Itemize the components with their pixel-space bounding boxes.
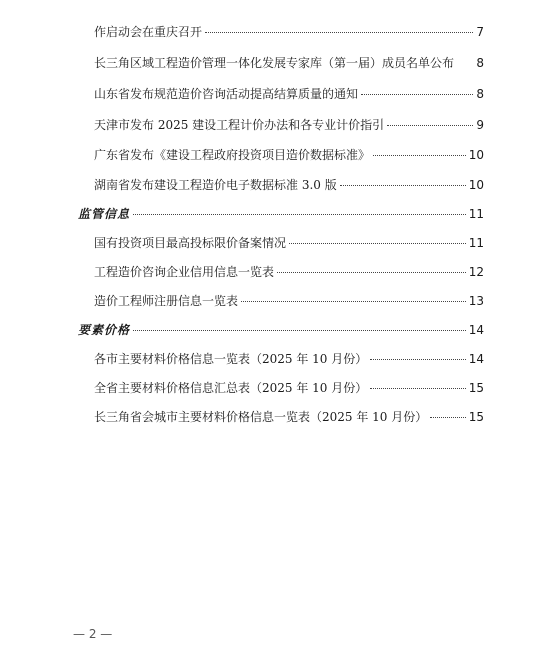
toc-entry-title: 天津市发布 2025 建设工程计价办法和各专业计价指引 (94, 118, 385, 132)
toc-entry[interactable] (94, 380, 484, 396)
toc-entry-page: 14 (468, 352, 484, 366)
toc-entry-page: 10 (468, 178, 484, 192)
toc-entry-page: 10 (468, 148, 484, 162)
toc-entry[interactable] (94, 147, 484, 163)
toc-entry[interactable] (94, 24, 484, 40)
toc-entry-title: 山东省发布规范造价咨询活动提高结算质量的通知 (94, 87, 359, 101)
toc-leader-dots (133, 214, 466, 215)
toc-leader-dots (241, 301, 466, 302)
toc-leader-dots (370, 388, 465, 389)
toc-leader-dots (340, 185, 466, 186)
page-number-footer: — 2 — (73, 627, 113, 641)
toc-entry-title: 湖南省发布建设工程造价电子数据标准 3.0 版 (94, 178, 337, 192)
toc-leader-dots (370, 359, 465, 360)
toc-entry-page: 13 (468, 294, 484, 308)
toc-leader-dots (361, 94, 473, 95)
toc-section[interactable] (78, 322, 484, 338)
toc-leader-dots (289, 243, 466, 244)
toc-entry-title: 国有投资项目最高投标限价备案情况 (94, 236, 287, 250)
toc-entry-page: 8 (476, 87, 484, 101)
toc-leader-dots (133, 330, 466, 331)
toc-entry[interactable] (94, 293, 484, 309)
toc-entry[interactable] (94, 409, 484, 425)
toc-entry-title: 长三角省会城市主要材料价格信息一览表（2025 年 10 月份） (94, 410, 428, 424)
toc-entry[interactable] (94, 177, 484, 193)
toc-entry-title: 广东省发布《建设工程政府投资项目造价数据标准》 (94, 148, 371, 162)
toc-entry[interactable] (94, 264, 484, 280)
toc-entry-page: 9 (476, 118, 484, 132)
toc-entry-page: 15 (468, 381, 484, 395)
toc-leader-dots (205, 32, 473, 33)
toc-entry-title: 造价工程师注册信息一览表 (94, 294, 239, 308)
toc-entry[interactable] (94, 351, 484, 367)
toc-leader-dots (387, 125, 473, 126)
toc-entry-title: 全省主要材料价格信息汇总表（2025 年 10 月份） (94, 381, 368, 395)
toc-leader-dots (277, 272, 466, 273)
toc-entry-title: 作启动会在重庆召开 (94, 25, 203, 39)
toc-leader-dots (373, 155, 466, 156)
toc-section-title: 要素价格 (78, 323, 131, 337)
toc-entry-title: 长三角区域工程造价管理一体化发展专家库（第一届）成员名单公布 (94, 56, 455, 70)
toc-leader-dots (430, 417, 465, 418)
toc-entry[interactable] (94, 86, 484, 102)
toc-entry[interactable] (94, 55, 484, 71)
toc-entry-page: 11 (468, 236, 484, 250)
toc-section-page: 14 (468, 323, 484, 337)
toc-entry[interactable] (94, 117, 484, 133)
toc-entry[interactable] (94, 235, 484, 251)
toc-entry-page: 7 (476, 25, 484, 39)
toc-entry-title: 各市主要材料价格信息一览表（2025 年 10 月份） (94, 352, 368, 366)
toc-entry-title: 工程造价咨询企业信用信息一览表 (94, 265, 275, 279)
toc-entry-page: 15 (468, 410, 484, 424)
toc-entry-page: 8 (476, 56, 484, 70)
toc-entry-page: 12 (468, 265, 484, 279)
toc-section-title: 监管信息 (78, 207, 131, 221)
toc-section[interactable] (78, 206, 484, 222)
toc-section-page: 11 (468, 207, 484, 221)
